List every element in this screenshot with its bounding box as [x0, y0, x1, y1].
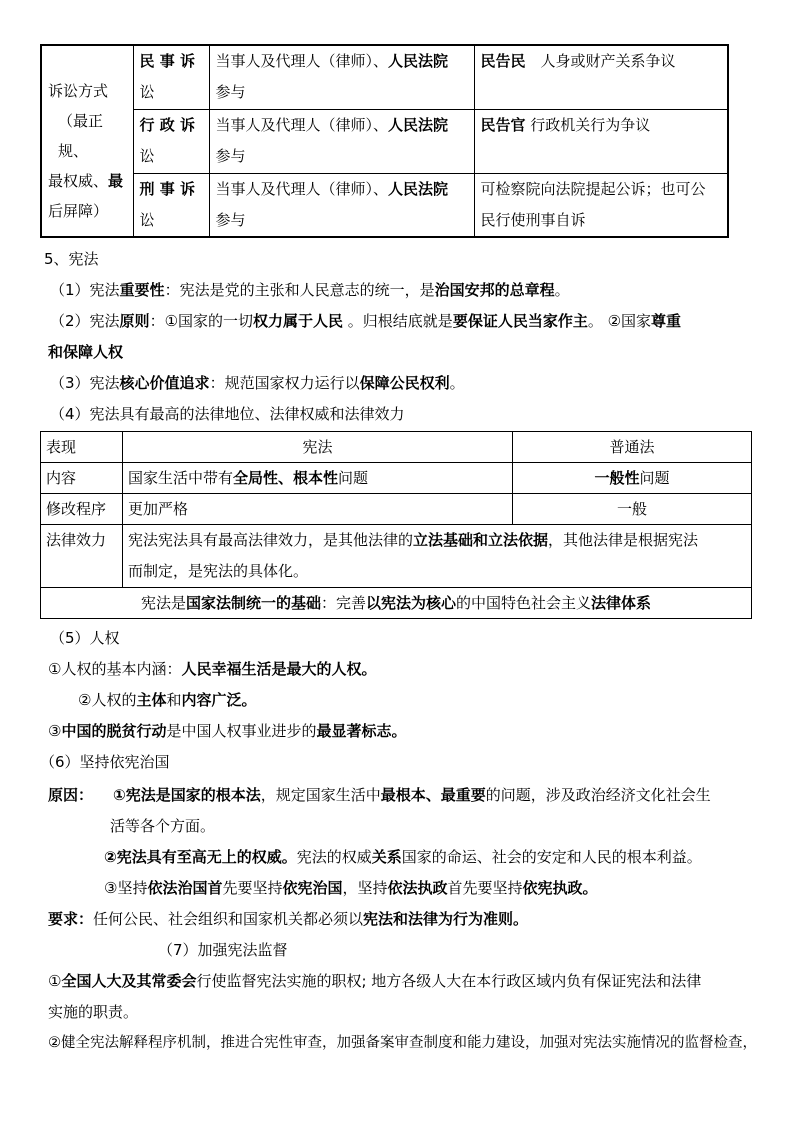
admin-desc-bold: 民告官 [480, 115, 526, 134]
r3t4: 而制定，是宪法的具体化。 [128, 562, 309, 580]
s7l1b: 全国人大及其常委会 [61, 972, 197, 990]
hr3d: 最显著标志。 [316, 722, 407, 740]
f4: 以宪法为核心 [366, 594, 457, 612]
criminal-parties: 当事人及代理人（律师）、 [215, 179, 389, 198]
criminal-desc-2: 民行使刑事自诉 [480, 210, 586, 229]
s7l1d: ; 地方各级人大在本行政区域内负有保证宪法和法律 [361, 972, 702, 990]
row-effect-text [123, 525, 752, 588]
supervision-item-1-cont: 实施的职责。 [48, 1003, 139, 1021]
r2b: 宪法的权威 [296, 848, 372, 866]
r3c: 先要坚持 [222, 879, 283, 897]
row-amend-label: 修改程序 [41, 494, 123, 525]
criminal-desc-cell [474, 173, 728, 237]
r2c: 关系 [371, 848, 402, 866]
reason-label: 原因： [48, 786, 94, 804]
admin-type-cell [133, 109, 209, 173]
p1c: ：宪法是党的主张和人民意志的统一，是 [164, 281, 435, 299]
civil-participate: 参与 [215, 83, 246, 101]
litigation-label-note-2 [48, 166, 127, 196]
r3e: ，坚持 [342, 879, 388, 897]
criminal-court: 人民法院 [388, 179, 449, 198]
req-b: 任何公民、社会组织和国家机关都必须以 [93, 910, 364, 928]
row-effect-label: 法律效力 [41, 525, 123, 588]
civil-type-2: 讼 [139, 83, 155, 101]
hr2d: 内容广泛。 [181, 691, 257, 709]
litigation-label-note-2a: 最权威、 [48, 172, 109, 190]
admin-parties: 当事人及代理人（律师）、 [215, 115, 389, 134]
s7l1a: ① [48, 972, 62, 990]
r3g: 首先要坚持 [447, 879, 523, 897]
reason-item-1 [48, 784, 711, 806]
criminal-type: 刑 事 诉 [139, 179, 195, 198]
p3e: 。 [449, 374, 465, 392]
reason-item-1-cont: 活等各个方面。 [110, 817, 216, 835]
criminal-desc: 可检察院向法院提起公诉；也可公 [480, 179, 706, 198]
p2g: 。 ②国家 [587, 312, 652, 330]
civil-parties: 当事人及代理人（律师）、 [215, 52, 389, 70]
f2: 国家法制统一的基础 [185, 594, 321, 612]
civil-desc-bold: 民告民 [480, 52, 526, 70]
human-rights-item-1 [48, 658, 376, 680]
hr2c: 和 [166, 691, 182, 709]
hr1b: 人民幸福生活是最大的人权。 [181, 660, 377, 678]
r3f: 依法执政 [387, 879, 448, 897]
admin-type: 行 政 诉 [139, 115, 195, 134]
r1a: ①宪法是国家的根本法 [113, 786, 261, 804]
litigation-label-note-2b: 最 [108, 172, 124, 190]
r3a: ③坚持 [104, 879, 148, 897]
p2f: 要保证人民当家作主 [452, 312, 588, 330]
criminal-participate: 参与 [215, 210, 246, 229]
p2e: 。归根结底就是 [343, 312, 453, 330]
p2h: 尊重 [651, 312, 682, 330]
f6: 法律体系 [591, 594, 652, 612]
r1a1: 国家生活中带有 [128, 469, 234, 487]
litigation-label: 诉讼方式 [48, 82, 109, 100]
header-ordinary-law: 普通法 [513, 432, 752, 463]
f3: ：完善 [320, 594, 366, 612]
r3d: 依宪治国 [282, 879, 343, 897]
r1c: 最根本、最重要 [380, 786, 486, 804]
litigation-label-note: （最正规、 [58, 112, 104, 160]
civil-desc: 人身或财产关系争议 [525, 52, 676, 70]
supervision-heading: （7）加强宪法监督 [158, 941, 288, 959]
criminal-type-2: 讼 [139, 210, 155, 229]
header-aspect: 表现 [41, 432, 123, 463]
row-content-ordinary [513, 463, 752, 494]
row-amend-ordinary: 一般 [513, 494, 752, 525]
p3a: （3）宪法 [50, 374, 120, 392]
r2d: 国家的命运、社会的安定和人民的根本利益。 [401, 848, 702, 866]
p3c: ：规范国家权力运行以 [209, 374, 360, 392]
p2c: ：①国家的一切 [149, 312, 254, 330]
section-5-heading: 5、宪法 [44, 250, 99, 268]
constitution-supreme: （4）宪法具有最高的法律地位、法律权威和法律效力 [50, 405, 405, 423]
civil-type: 民 事 诉 [139, 52, 195, 70]
comparison-table [40, 431, 752, 619]
r3t2: 立法基础和立法依据 [413, 531, 549, 549]
row-content-label: 内容 [41, 463, 123, 494]
r2a: ②宪法具有至高无上的权威。 [104, 848, 297, 866]
r1d: 的问题，涉及政治经济文化社会生 [485, 786, 711, 804]
p2a: （2）宪法 [50, 312, 120, 330]
human-rights-item-2 [78, 689, 257, 711]
reason-item-2 [104, 846, 702, 868]
r1a2: 全局性、根本性 [233, 469, 339, 487]
r1b2: 问题 [639, 469, 670, 487]
civil-parties-cell [209, 45, 474, 109]
r3t1: 宪法宪法具有最高法律效力，是其他法律的 [128, 531, 414, 549]
admin-desc-cell [474, 109, 728, 173]
r3t3: ，其他法律是根据宪法 [548, 531, 699, 549]
hr3c: 是中国人权事业进步的 [166, 722, 317, 740]
r1a3: 问题 [338, 469, 369, 487]
r3b: 依法治国首 [147, 879, 223, 897]
f1: 宪法是 [140, 594, 186, 612]
admin-participate: 参与 [215, 146, 246, 165]
rule-by-constitution-heading: （6）坚持依宪治国 [40, 753, 170, 771]
supervision-item-2: ②健全宪法解释程序机制，推进合宪性审查，加强备案审查制度和能力建设，加强对宪法实施情况的监督检查， [48, 1035, 757, 1051]
s7l1c: 行使监督宪法实施的职权 [196, 972, 362, 990]
admin-court: 人民法院 [388, 115, 449, 134]
constitution-principles-cont [48, 341, 123, 363]
supervision-item-1 [48, 970, 701, 992]
p2i: 和保障人权 [48, 343, 124, 361]
hr3b: 中国的脱贫行动 [61, 722, 167, 740]
hr3a: ③ [48, 722, 62, 740]
r3h: 依宪执政。 [522, 879, 598, 897]
civil-desc-cell [474, 45, 728, 109]
human-rights-heading: （5）人权 [50, 629, 120, 647]
admin-parties-cell [209, 109, 474, 173]
hr1a: ①人权的基本内涵： [48, 660, 182, 678]
comparison-footer [41, 588, 752, 619]
civil-court: 人民法院 [388, 52, 449, 70]
constitution-principles [50, 310, 681, 332]
civil-type-cell [133, 45, 209, 109]
row-content-constitution [123, 463, 513, 494]
p3d: 保障公民权利 [359, 374, 450, 392]
row-amend-constitution: 更加严格 [123, 494, 513, 525]
criminal-type-cell [133, 173, 209, 237]
hr2a: ②人权的 [78, 691, 137, 709]
hr2b: 主体 [136, 691, 167, 709]
req-label: 要求： [48, 910, 94, 928]
p1d: 治国安邦的总章程 [434, 281, 555, 299]
req-c: 宪法和法律为行为准则。 [363, 910, 529, 928]
p1b: 重要性 [119, 281, 165, 299]
p1a: （1）宪法 [50, 281, 120, 299]
litigation-table [40, 44, 729, 238]
litigation-left-label-cell [41, 45, 133, 237]
requirement [48, 908, 528, 930]
p3b: 核心价值追求 [119, 374, 210, 392]
p2d: 权力属于人民 [253, 312, 344, 330]
criminal-parties-cell [209, 173, 474, 237]
reason-item-3 [104, 877, 598, 899]
litigation-label-note-3: 后屏障） [48, 202, 109, 220]
r1b: ，规定国家生活中 [260, 786, 381, 804]
f5: 的中国特色社会主义 [456, 594, 592, 612]
p2b: 原则 [119, 312, 150, 330]
header-constitution: 宪法 [123, 432, 513, 463]
admin-desc: 行政机关行为争议 [525, 115, 651, 134]
constitution-core-value [50, 372, 465, 394]
p1e: 。 [554, 281, 570, 299]
admin-type-2: 讼 [139, 146, 155, 165]
constitution-importance [50, 279, 570, 301]
human-rights-item-3 [48, 720, 407, 742]
r1b1: 一般性 [594, 469, 640, 487]
